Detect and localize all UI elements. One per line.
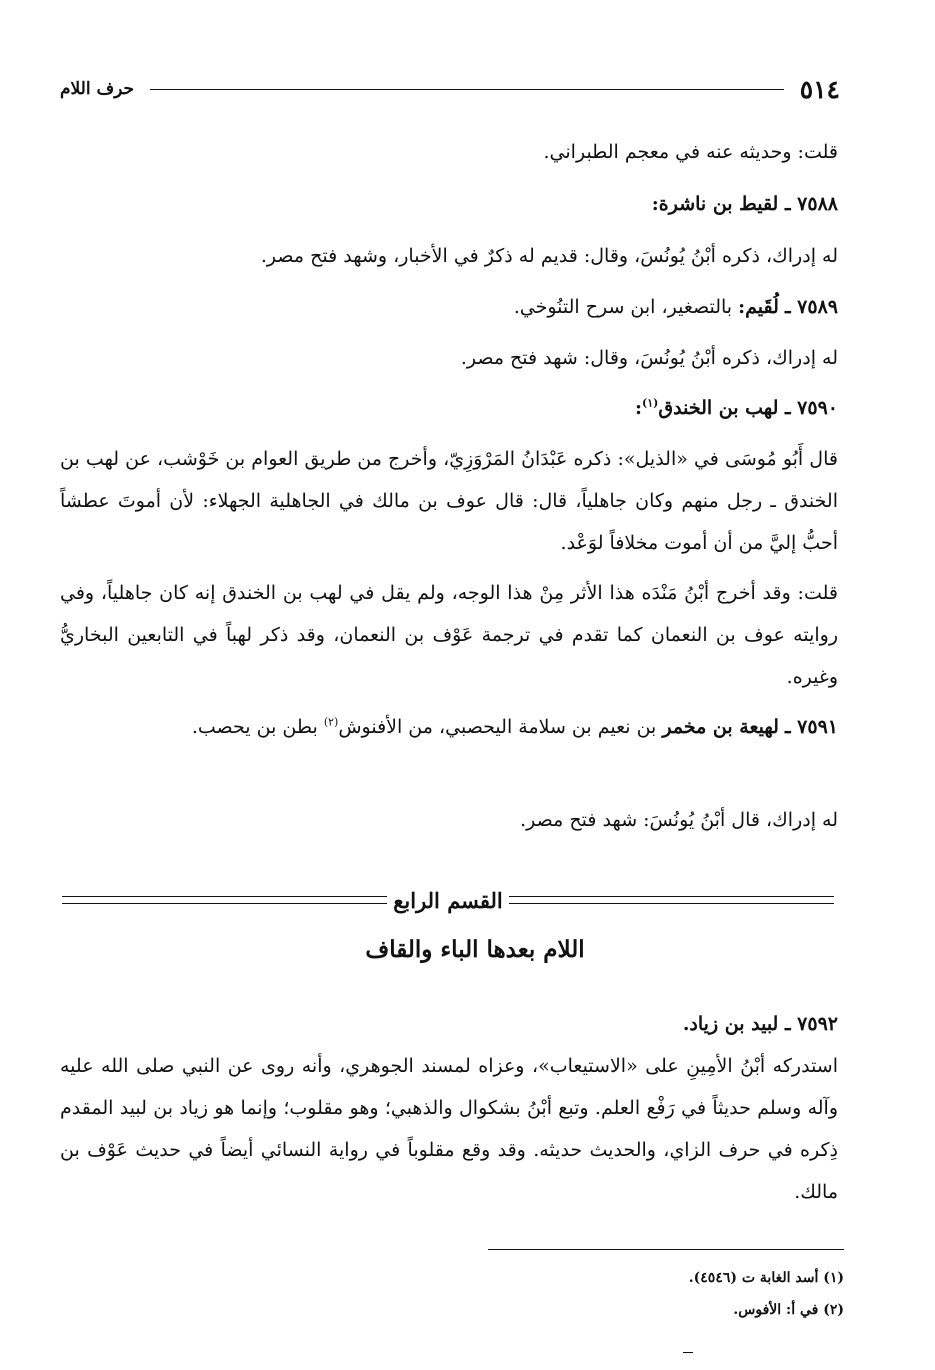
entry-number: ٧٥٩٠ ـ — [784, 397, 838, 419]
section-heading — [62, 880, 834, 920]
entry-description: بن نعيم بن سلامة اليحصبي، من الأفنوش — [338, 716, 657, 738]
paragraph-7589-body: له إدراك، ذكره أبْنُ يُونُسَ، وقال: شهد فتح مصر. — [460, 347, 838, 369]
entry-description: بالتصغير، ابن سرح التنُوخي. — [513, 296, 733, 318]
paragraph-7591-body: له إدراك، قال أبْنُ يُونُسَ: شهد فتح مصر. — [520, 809, 838, 831]
entry-7592 — [60, 1003, 838, 1045]
entry-description-end: بطن بن يحصب. — [191, 716, 318, 738]
footnote-1: (١) أسد الغابة ت (٤٥٤٦). — [688, 1270, 844, 1286]
entry-7588 — [60, 183, 838, 225]
running-title: حرف اللام — [60, 79, 135, 99]
header-rule — [150, 89, 784, 90]
paragraph-7588-body: له إدراك، ذكره أبْنُ يُونُسَ، وقال: قديم له ذكرٌ في الأخبار، وشهد فتح مصر. — [260, 245, 838, 267]
page-number: ٥١٤ — [799, 74, 840, 104]
entry-name: لهيعة بن مخمر — [662, 716, 779, 738]
section-label: القسم الرابع — [393, 887, 503, 913]
section-rule-right — [509, 896, 834, 904]
entry-7590 — [60, 387, 838, 429]
footnote-ref-1: (١) — [642, 396, 659, 410]
footnote-ref-2: (٢) — [323, 715, 339, 729]
entry-number: ٧٥٨٩ ـ — [784, 296, 838, 318]
paragraph-7590-body: قال أَبُو مُوسَى في «الذيل»: ذكره عَبْدَانُ المَرْوَزِيّ، وأخرج من طريق العوام بن خَوْشب، عن لهب بن الخندق ـ رجل منهم وكان جاهلياً، قال: قال عوف بن مالك في الجاهلية الجهلاء: لأن أموتَ عطشاً أحبُّ إليَّ من أن أموت مخلافاً لوَعْد. — [60, 448, 838, 554]
entry-name: لقيط بن ناشرة: — [651, 193, 779, 215]
entry-number: ٧٥٨٨ ـ — [784, 193, 838, 215]
entry-name: لهب بن الخندق — [658, 397, 779, 419]
chapter-title: اللام بعدها الباء والقاف — [365, 936, 585, 963]
footnote-2: (٢) في أ: الأفوس. — [733, 1302, 844, 1318]
paragraph-7592-body: استدركه أبْنُ الأمِينِ على «الاستيعاب»، وعزاه لمسند الجوهري، وأنه روى عن النبي صلى الله عليه وآله وسلم حديثاً في رَفْع العلم. وتبع أبْنُ بشكوال والذهبي؛ وهو مقلوب؛ وإنما هو زياد بن لبيد المقدم ذِكره في حرف الزاي، والحديث حديثه. وقد وقع مقلوباً في رواية النسائي أيضاً في حديث عَوْف بن مالك. — [60, 1055, 838, 1203]
section-rule-left — [62, 896, 387, 904]
page-bottom-mark — [683, 1352, 693, 1353]
entry-name: لبيد بن زياد. — [682, 1013, 779, 1035]
entry-7589 — [60, 286, 838, 328]
entry-number: ٧٥٩٢ ـ — [784, 1013, 838, 1035]
paragraph-ibn-mandah-note: قلت: وقد أخرج أبْنُ مَنْدَه هذا الأثر مِنْ هذا الوجه، ولم يقل في لهب بن الخندق إنه كان جاهلياً، وفي روايته عوف بن النعمان كما تقدم في ترجمة عَوْف بن النعمان، وقد ذكر لهباً في التابعين البخاريُّ وغيره. — [60, 582, 838, 688]
entry-colon: : — [635, 397, 643, 419]
entry-number: ٧٥٩١ ـ — [784, 716, 838, 738]
entry-7591 — [60, 706, 838, 748]
paragraph-note-tabarani: قلت: وحديثه عنه في معجم الطبراني. — [543, 141, 838, 163]
footnote-rule — [488, 1249, 844, 1250]
entry-name: لُقَيم: — [738, 296, 779, 318]
running-header — [60, 72, 840, 106]
